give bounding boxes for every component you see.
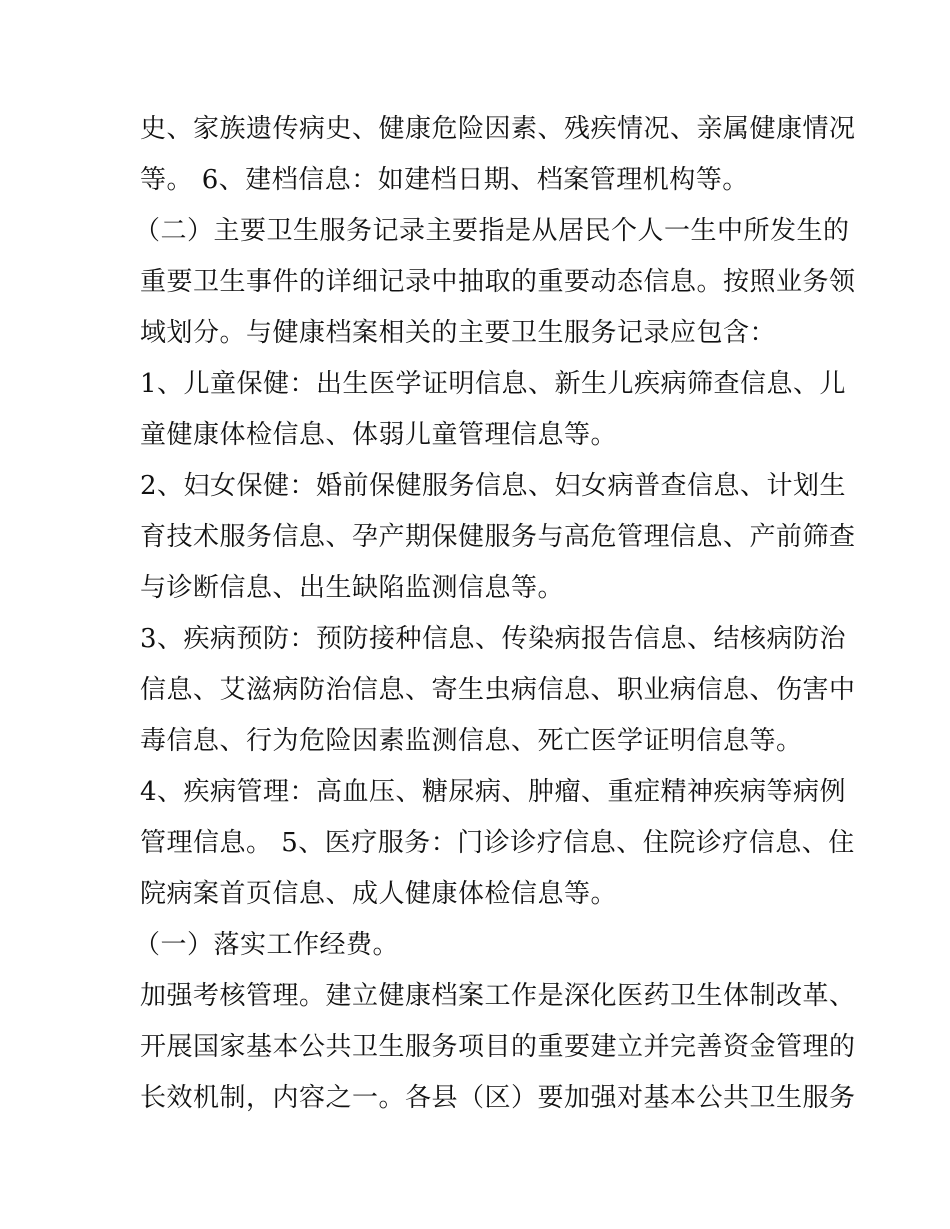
- list-item-line: 2、妇女保健：婚前保健服务信息、妇女病普查信息、计划生: [140, 471, 847, 501]
- text-line: 长效机制，内容之一。各县（区）要加强对基本公共卫生服务: [140, 1083, 856, 1113]
- section-heading-line: （一）落实工作经费。: [134, 930, 400, 960]
- text-line: 院病案首页信息、成人健康体检信息等。: [140, 879, 618, 909]
- text-line: 史、家族遗传病史、健康危险因素、残疾情况、亲属健康情况: [140, 114, 856, 144]
- text-line: 毒信息、行为危险因素监测信息、死亡医学证明信息等。: [140, 726, 803, 756]
- list-item-line: 3、疾病预防：预防接种信息、传染病报告信息、结核病防治: [140, 624, 847, 654]
- text-line: 与诊断信息、出生缺陷监测信息等。: [140, 573, 565, 603]
- list-item-line: 4、疾病管理：高血压、糖尿病、肿瘤、重症精神疾病等病例: [140, 777, 847, 807]
- text-line: 加强考核管理。建立健康档案工作是深化医药卫生体制改革、: [140, 981, 856, 1011]
- text-line: 信息、艾滋病防治信息、寄生虫病信息、职业病信息、伤害中: [140, 675, 856, 705]
- text-line: 等。 6、建档信息：如建档日期、档案管理机构等。: [140, 165, 749, 195]
- text-line: 重要卫生事件的详细记录中抽取的重要动态信息。按照业务领: [140, 267, 856, 297]
- text-line: 育技术服务信息、孕产期保健服务与高危管理信息、产前筛查: [140, 522, 856, 552]
- text-line: 管理信息。 5、医疗服务：门诊诊疗信息、住院诊疗信息、住: [140, 828, 855, 858]
- text-line: 域划分。与健康档案相关的主要卫生服务记录应包含：: [140, 318, 777, 348]
- text-line: 童健康体检信息、体弱儿童管理信息等。: [140, 420, 618, 450]
- list-item-line: 1、儿童保健：出生医学证明信息、新生儿疾病筛查信息、儿: [140, 369, 847, 399]
- text-line: 开展国家基本公共卫生服务项目的重要建立并完善资金管理的: [140, 1032, 856, 1062]
- section-heading-line: （二）主要卫生服务记录主要指是从居民个人一生中所发生的: [134, 216, 850, 246]
- document-body: [134, 104, 856, 1124]
